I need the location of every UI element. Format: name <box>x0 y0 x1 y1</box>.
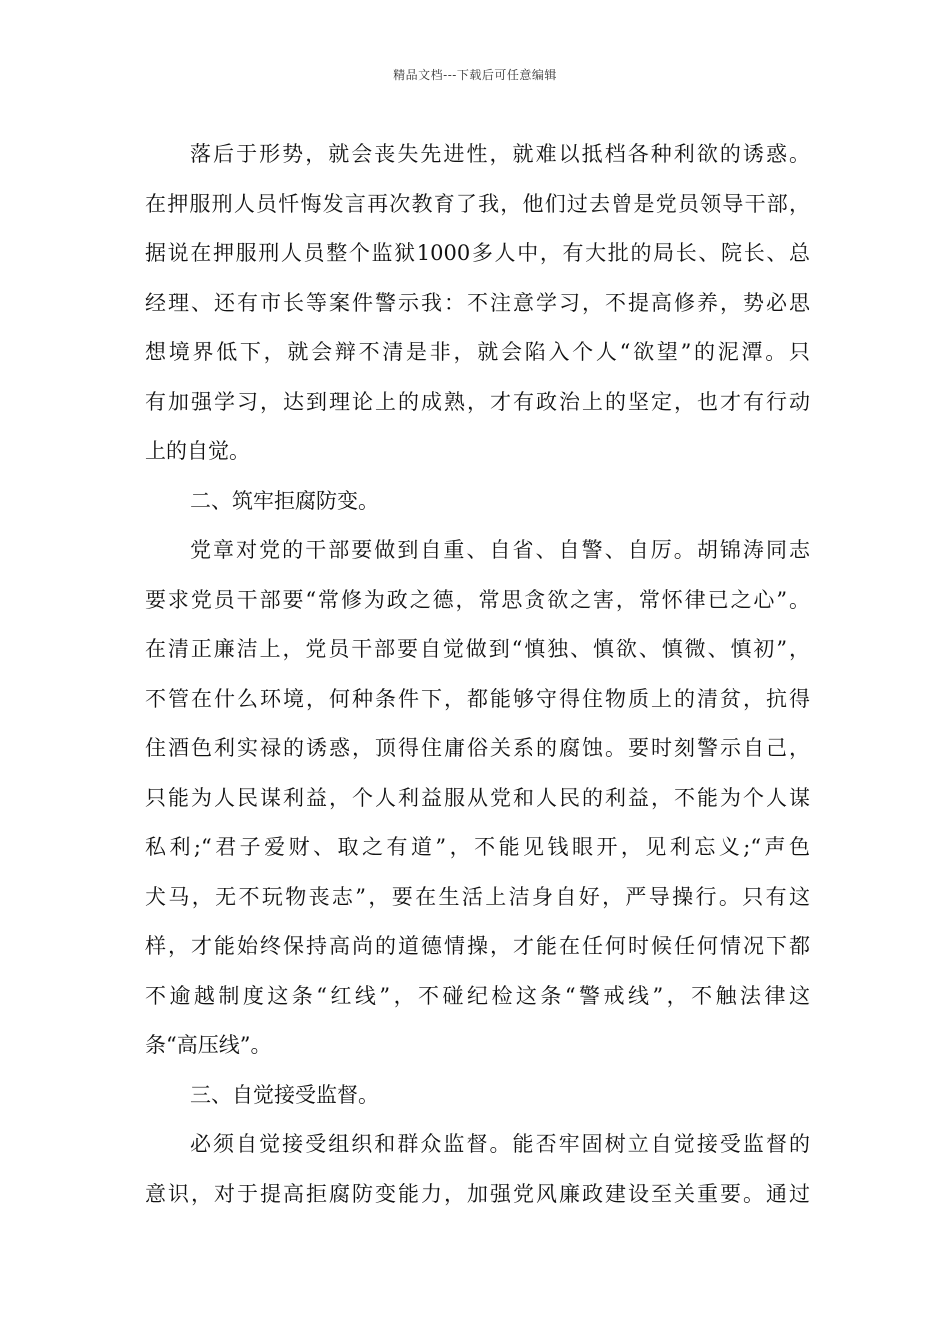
section-heading: 三、自觉接受监督。 <box>190 1082 379 1107</box>
text-line: 想境界低下，就会辩不清是非，就会陷入个人“欲望”的泥潭。只 <box>145 340 810 364</box>
text-line: 只能为人民谋利益，个人利益服从党和人民的利益，不能为个人谋 <box>145 785 810 810</box>
text-line: 私利;“君子爱财、取之有道”，不能见钱眼开，见利忘义;“声色 <box>145 835 810 859</box>
text-line: 不管在什么环境，何种条件下，都能够守得住物质上的清贫，抗得 <box>145 686 810 711</box>
text-line: 党章对党的干部要做到自重、自省、自警、自厉。胡锦涛同志 <box>190 538 810 562</box>
text-line: 条“高压线”。 <box>145 1033 272 1057</box>
text-line: 意识，对于提高拒腐防变能力，加强党风廉政建设至关重要。通过 <box>145 1181 810 1206</box>
text-line: 不逾越制度这条“红线”，不碰纪检这条“警戒线”，不触法律这 <box>145 983 810 1008</box>
page-header: 精品文档---下载后可任意编辑 <box>393 68 557 82</box>
text-line: 上的自觉。 <box>145 439 250 463</box>
text-line: 经理、还有市长等案件警示我：不注意学习，不提高修养，势必思 <box>145 290 810 315</box>
text-line: 在清正廉洁上，党员干部要自觉做到“慎独、慎欲、慎微、慎初”， <box>145 637 810 661</box>
document-body <box>145 130 810 1219</box>
text-line: 在押服刑人员忏悔发言再次教育了我，他们过去曾是党员领导干部， <box>145 191 810 216</box>
text-line: 落后于形势，就会丧失先进性，就难以抵档各种利欲的诱惑。 <box>190 142 810 166</box>
text-line: 有加强学习，达到理论上的成熟，才有政治上的坚定，也才有行动 <box>145 389 810 414</box>
text-line: 住酒色利实禄的诱惑，顶得住庸俗关系的腐蚀。要时刻警示自己， <box>145 736 810 760</box>
text-line: 犬马，无不玩物丧志”，要在生活上洁身自好，严导操行。只有这 <box>145 884 810 909</box>
text-line: 必须自觉接受组织和群众监督。能否牢固树立自觉接受监督的 <box>190 1132 810 1156</box>
text-line: 据说在押服刑人员整个监狱1000多人中，有大批的局长、院长、总 <box>145 241 810 265</box>
text-line: 要求党员干部要“常修为政之德，常思贪欲之害，常怀律已之心”。 <box>145 587 810 612</box>
text-line: 样，才能始终保持高尚的道德情操，才能在任何时候任何情况下都 <box>145 934 810 958</box>
section-heading: 二、筑牢拒腐防变。 <box>190 488 379 513</box>
